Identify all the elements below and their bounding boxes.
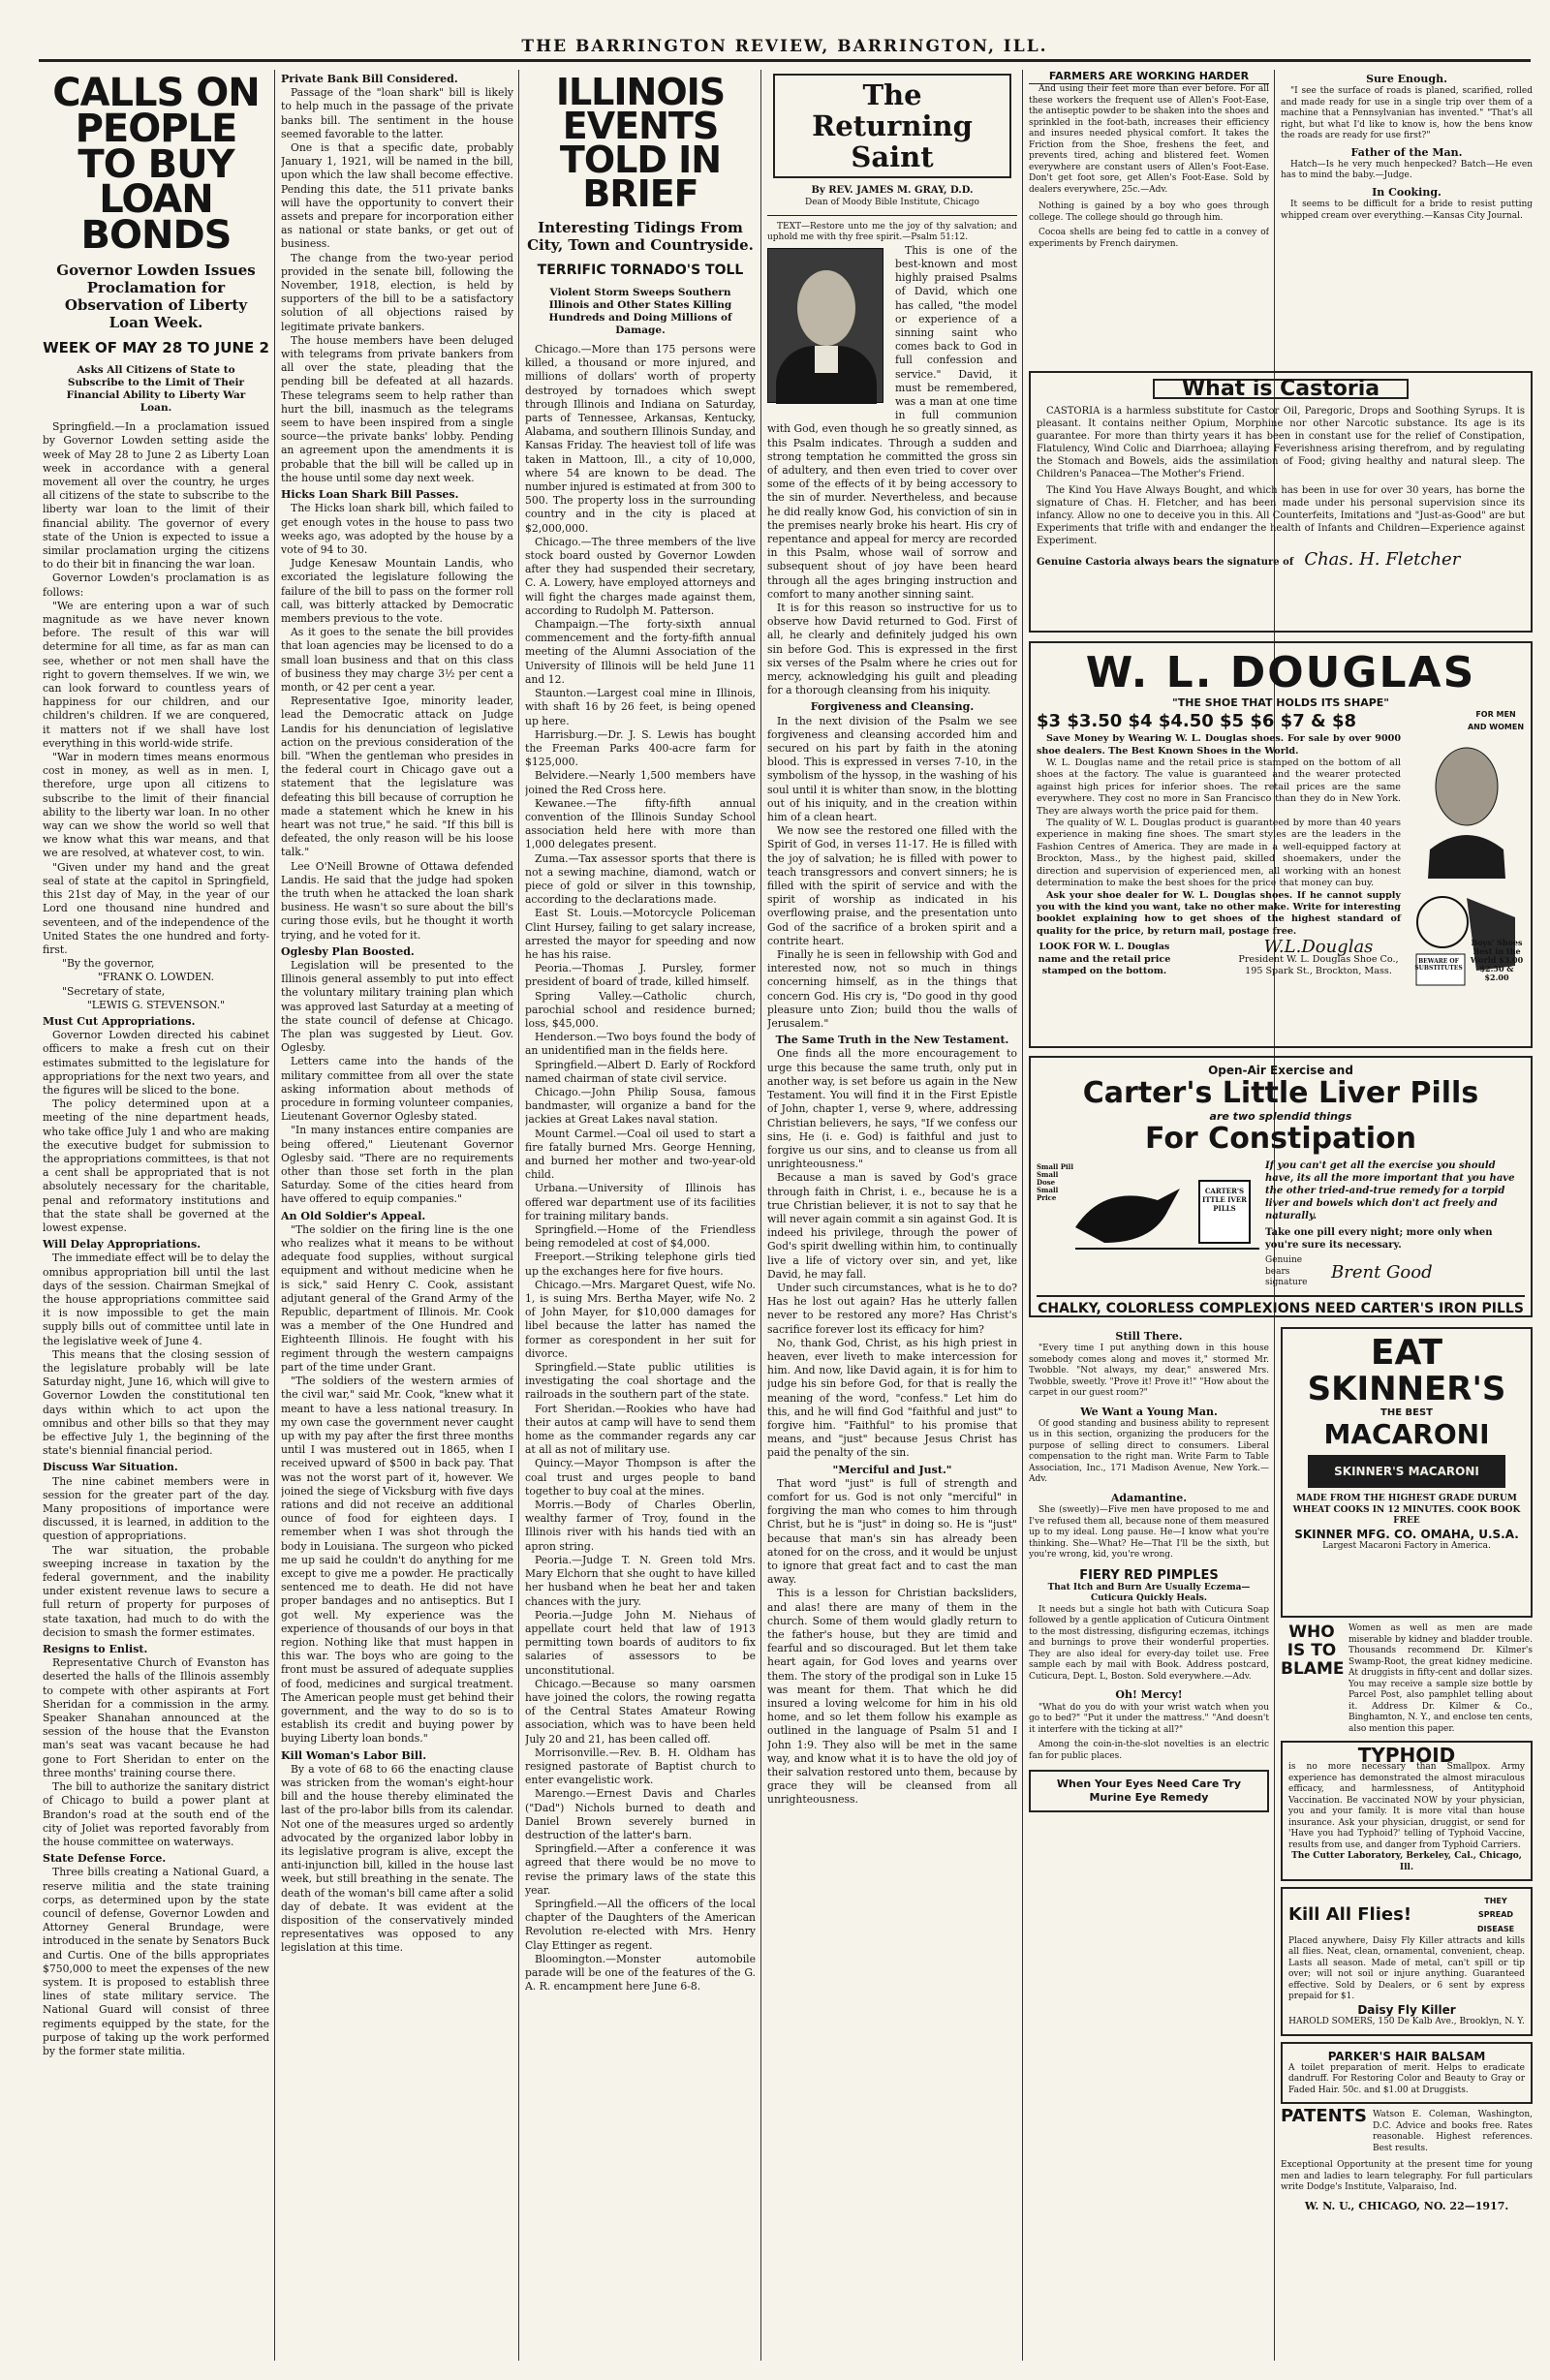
week-heading: WEEK OF MAY 28 TO JUNE 2: [43, 338, 269, 356]
parker-ad: [1281, 2042, 1533, 2105]
douglas-save: Save Money by Wearing W. L. Douglas shoes. For sale by over 9000 shoe dealers. The Best Known Shoes in the World.: [1037, 733, 1401, 757]
carters-genuine: Genuine bears signature: [1265, 1255, 1308, 1287]
signature-line: "Secretary of state,: [62, 984, 166, 998]
carters-for: For Constipation: [1145, 1122, 1416, 1156]
paragraph: "We are entering upon a war of such magnitude as we have never known before. The result of this war will determine for all time, as far as man can see, whether or not men shall have the right to govern themselves. If we win, we can look forward to countless years of happiness for our children, and our children's children. If we are conquered, it matters not if we shall have lost everything in this world-wide strife.: [43, 599, 269, 750]
column-rule: [274, 70, 275, 2361]
event-item: Zuma.—Tax assessor sports that there is not a sewing machine, diamond, watch or piece of gold or silver in this township, according to the declarations made.: [525, 851, 756, 907]
paragraph: The war situation, the probable sweeping increase in taxation by the federal government, and the inability under existent revenue laws to secure a full return of property for purposes of state taxation, had much to do with the decision to smash the former estimates.: [43, 1543, 269, 1639]
subheading: The Same Truth in the New Testament.: [775, 1034, 1009, 1047]
filler: She (sweetly)—Five men have proposed to me and I've refused them all, because none of them measured up to my ideal. Long pause. He—I know what you're thinking. She—What? He—That I'll be the sixth, but you're wrong, kid, you're wrong.: [1029, 1505, 1269, 1561]
signature-line: "FRANK O. LOWDEN.: [97, 971, 215, 984]
paragraph: That word "just" is full of strength and comfort for us. God is not only "merciful" in forgiving the man who comes to him through Christ, but he is "just" in doing so. He is "just" because that man's sin has already been atoned for on the cross, and it would be unjust to ignore that great fact and to cast the man away.: [767, 1476, 1017, 1587]
parker-head: PARKER'S HAIR BALSAM: [1327, 2049, 1486, 2063]
column-rule: [1022, 70, 1023, 2361]
column-4-sermon: [767, 70, 1017, 2361]
event-item: Quincy.—Mayor Thompson is after the coal trust and urges people to band together to buy coal at the mines.: [525, 1457, 756, 1498]
event-item: Chicago.—Because so many oarsmen have joined the colors, the rowing regatta of the Central States Amateur Rowing association, which was to have been held July 20 and 21, has been called off.: [525, 1677, 756, 1746]
events-list: [525, 343, 756, 1994]
portrait-face: [797, 270, 855, 346]
castoria-ad: [1029, 371, 1533, 633]
event-item: Freeport.—Striking telephone girls tied up the exchanges here for five hours.: [525, 1251, 756, 1278]
portrait-icon: [767, 248, 884, 403]
carters-box: CARTER'S ITTLE IVER PILLS: [1202, 1187, 1247, 1213]
douglas-footer: [1037, 937, 1401, 977]
filler: Among the coin-in-the-slot novelties is an electric fan for public places.: [1029, 1740, 1269, 1761]
douglas-tagline: "THE SHOE THAT HOLDS ITS SHAPE": [1171, 696, 1390, 709]
event-item: Springfield.—All the officers of the local chapter of the Daughters of the American Revolution re-elected with Mrs. Henry Clay Ettinger as regent.: [525, 1897, 756, 1952]
blame-text: Women as well as men are made miserable by kidney and bladder trouble. Thousands recommend Dr. Kilmer's Swamp-Root, the great kidney medicine. At druggists in fifty-cent and dollar sizes. You may receive a sample size bottle by Parcel Post, also pamphlet telling about it. Address Dr. Kilmer & Co., Binghamton, N. Y., and enclose ten cents, also mention this paper.: [1348, 1623, 1533, 1734]
typhoid-text: is no more necessary than Smallpox. Army experience has demonstrated the almost miraculous efficacy, and harmlessness, of Antityphoid Vaccination. Be vaccinated NOW by your physician, you and your family. It is more vital than house insurance. Ask your physician, druggist, or send for 'Have you had Typhoid?' telling of Typhoid Vaccine, results from use, and danger from Typhoid Carriers.: [1288, 1762, 1525, 1850]
sermon-body-wrap: [767, 244, 1017, 602]
column-6-upper: [1281, 70, 1533, 365]
paragraph: This means that the closing session of the legislature probably will be late Saturday night, June 16, which will give to Governor Lowden the constitutional ten days within which to act upon the omnibus and other bills so that they may be effective July 1, the beginning of the state's biennial financial period.: [43, 1347, 269, 1458]
deck: Asks All Citizens of State to Subscribe to the Limit of Their Financial Ability to Liberty War Loan.: [66, 364, 246, 415]
column-rule: [760, 70, 761, 2361]
event-item: Springfield.—Albert D. Early of Rockford named chairman of state civil service.: [525, 1058, 756, 1085]
event-item: Peoria.—Thomas J. Pursley, former president of board of trade, killed himself.: [525, 962, 756, 989]
daisy-head: Kill All Flies!: [1288, 1904, 1412, 1926]
column-2-legislature: [281, 70, 513, 2361]
carters-text: If you can't get all the exercise you should have, its all the more important that you have the other tried-and-true remedy for a torpid liver and bowels which don't act freely and naturally.: [1265, 1160, 1515, 1221]
paragraph: Governor Lowden directed his cabinet officers to make a fresh cut on their estimates submitted to the legislature for appropriations for the next two years, and the figures will be sliced to the bone.: [43, 1029, 269, 1097]
portrait-of-gray: [767, 248, 887, 409]
murine-ad: When Your Eyes Need Care Try Murine Eye Remedy: [1029, 1770, 1269, 1812]
paragraph: The Hicks loan shark bill, which failed to get enough votes in the house to pass two weeks ago, was adopted by the house by a vote of 94 to 30.: [281, 502, 513, 556]
douglas-price-row: [1037, 709, 1525, 733]
filler: Of good standing and business ability to represent us in this section, organizing the producers for the purpose of selling direct to consumers. Liberal compensation to the right man. Write Farm to Table Association, Inc., 171 Madison Avenue, New York.—Adv.: [1029, 1418, 1269, 1485]
paragraph: "Given under my hand and the great seal of state at the capitol in Springfield, this 21st day of May, in the year of our Lord one thousand nine hundred and seventeen, and of the independence of the United States the one hundred and forty-first.: [43, 860, 269, 956]
paragraph: As it goes to the senate the bill provides that loan agencies may be licensed to do a small loan business and that on this class of business they may charge 3½ per cent a month, or 42 per cent a year.: [281, 626, 513, 694]
column-rule: [518, 70, 519, 2361]
paragraph: The policy determined upon at a meeting of the nine department heads, who take office July 1 and who are making the executive budget for submission to the appropriations committees, is that not a cent shall be appropriated that is not absolutely necessary for the charitable, penal and reformatory institutions and that the state shall be governed at the lowest expense.: [43, 1097, 269, 1234]
paragraph: By a vote of 68 to 66 the enacting clause was stricken from the woman's eight-hour bill and the house thereby eliminated the last of the pro-labor bills from its calendar. Not one of the measures urged so ardently advocated by the organized labor lobby in its legislative program is alive, except the anti-injunction bill, killed in the house last week, but still breathing in the senate. The death of the woman's bill came after a solid day of debate. It was evident at the disposition of the conservatively minded representatives was opposed to any legislation at this time.: [281, 1762, 513, 1955]
subheading: Sure Enough.: [1366, 73, 1447, 85]
event-item: Morrisonville.—Rev. B. H. Oldham has resigned pastorate of Baptist church to enter evangelistic work.: [525, 1746, 756, 1787]
douglas-body: [1037, 733, 1525, 999]
event-item: Kewanee.—The fifty-fifth annual convention of the Illinois Sunday School association held here with more than 1,000 delegates present.: [525, 796, 756, 851]
daisy-somers: HAROLD SOMERS, 150 De Kalb Ave., Brooklyn, N. Y.: [1288, 2017, 1525, 2027]
masthead: THE BARRINGTON REVIEW, BARRINGTON, ILL.: [39, 37, 1531, 62]
patents-text: Watson E. Coleman, Washington, D.C. Advice and books free. Rates reasonable. Highest references. Best results.: [1372, 2110, 1533, 2153]
douglas-text-2: The quality of W. L. Douglas product is guaranteed by more than 40 years experience in making fine shoes. The smart styles are the leaders in the Fashion Centres of America. They are made in a well-equipped factory at Brockton, Mass., by the highest paid, skilled shoemakers, under the direction and supervision of experienced men, all working with an honest determination to make the best shoes for the price that money can buy.: [1037, 818, 1401, 889]
cuticura-text: It needs but a single hot bath with Cuticura Soap followed by a gentle application of Cuticura Ointment to the most distressing, disfiguring eczemas, itchings and burnings to prove their wonderful properties. They are also ideal for every-day toilet use. Free sample each by mail with Book. Address postcard, Cuticura, Dept. L, Boston. Sold everywhere.—Adv.: [1029, 1604, 1269, 1682]
event-item: Peoria.—Judge T. N. Green told Mrs. Mary Elchorn that she ought to have killed her husband when he beat her and taken chances with the jury.: [525, 1553, 756, 1608]
paragraph: This is one of the best-known and most highly praised Psalms of David, which one has called, "the model or experience of a sinning saint who comes back to God in full confession and service." David, it must be remembered, was a man at one time in full communion with God, even though he so greatly sinned, as this Psalm indicates. Through a sudden and strong temptation he committed the gross sin of adultery, and then even tried to cover over some of the effects of it by being accessory to the sin of murder. Nevertheless, and because he did really know God, his conviction of sin in the premises nearly broke his heart. His cry of repentance and appeal for mercy are recorded in this Psalm, whose wail of sorrow and subsequent shout of joy have been heard through all the ages bringing instruction and comfort to many another sinning saint.: [767, 243, 1017, 601]
paragraph: One finds all the more encouragement to urge this because the same truth, only put in another way, is set before us again in the New Testament. You will find it in the First Epistle of John, chapter 1, verse 9, where, addressing Christian believers, he says, "If we confess our sins, He (i. e. God) is faithful and just to forgive us our sins, and to cleanse us from all unrighteousness.": [767, 1047, 1017, 1171]
subheading: Resigns to Enlist.: [43, 1643, 148, 1656]
paragraph: Representative Church of Evanston has deserted the halls of the Illinois assembly to compete with other aspirants at Fort Sheridan for a commission in the army. Speaker Shanahan announced at the session of the house that the Evanston man's seat was vacant because he had gone to Fort Sheridan to enter on the three months' training course there.: [43, 1656, 269, 1779]
event-item: Henderson.—Two boys found the body of an unidentified man in the fields here.: [525, 1031, 756, 1058]
carters-signature-row: [1265, 1255, 1525, 1289]
carters-body: [1037, 1159, 1525, 1289]
event-item: Springfield.—Home of the Friendless being remodeled at cost of $4,000.: [525, 1223, 756, 1251]
skinner-made: MADE FROM THE HIGHEST GRADE DURUM WHEAT COOKS IN 12 MINUTES. COOK BOOK FREE: [1292, 1494, 1521, 1527]
subheading: Discuss War Situation.: [43, 1461, 178, 1474]
paragraph: No, thank God, Christ, as his high priest in heaven, ever liveth to make intercession for him. And now, like David again, it is for him to judge his sin before God, for that is really the meaning of the word, "confess." Let him do this, and he will find God "faithful and just" to forgive him. "Faithful" to his promise that means, and "just" because Jesus Christ has paid the penalty of the sin.: [767, 1336, 1017, 1460]
event-item: Morris.—Body of Charles Oberlin, wealthy farmer of Troy, found in the Illinois river with his hands tied with an apron string.: [525, 1499, 756, 1553]
douglas-president: President W. L. Douglas Shoe Co., 195 Spark St., Brockton, Mass.: [1238, 953, 1399, 976]
column-5-lower: [1029, 1327, 1269, 2360]
carters-take: Take one pill every night; more only when you're sure its necessary.: [1265, 1227, 1493, 1251]
paragraph: Passage of the "loan shark" bill is likely to help much in the passage of the private banks bill. The sentiment in the house seemed favorable to the latter.: [281, 86, 513, 140]
subheading: Hicks Loan Shark Bill Passes.: [281, 488, 459, 502]
paragraph: "The soldier on the firing line is the one who realizes what it means to be without adequate food supplies, without surgical equipment and without medicine when he is sick," said Henry C. Cook, assistant adjutant general of the Grand Army of the Republic, department of Illinois. Mr. Cook was a member of the One Hundred and Eighteenth Illinois. He fought with his regiment through the western campaigns part of the time under Grant.: [281, 1222, 513, 1374]
subheading: Forgiveness and Cleansing.: [810, 700, 975, 714]
paragraph: This is a lesson for Christian backsliders, and alas! there are many of them in the church. Some of them would gladly return to the father's house, but they are timid and fearful and so discouraged. But let them take heart again, for God loves and yearns over them. The story of the prodigal son in Luke 15 was meant for them. That which he did insured a loving welcome for him in his old home, and so let them follow his example as outlined in the language of Psalm 51 and I John 1:9. They also will be met in the same way, and know what it is to have the old joy of their salvation restored unto them, because by grace they will be cleansed from all unrighteousness.: [767, 1587, 1017, 1807]
signature-line: "By the governor,: [62, 957, 155, 971]
cuticura-subhead: That Itch and Burn Are Usually Eczema—Cuticura Quickly Heals.: [1047, 1582, 1251, 1604]
subheading: Will Delay Appropriations.: [43, 1238, 202, 1252]
paragraph: In the next division of the Psalm we see forgiveness and cleansing accorded him and secured on his part by faith in the atoning blood. This is expressed in verses 7-10, in the symbolism of the hyssop, in the washing of his soul until it is whiter than snow, in the blotting out of his iniquity, and in the creation within him of a clean heart.: [767, 714, 1017, 824]
paragraph: "The soldiers of the western armies of the civil war," said Mr. Cook, "knew what it meant to have a less national treasury. In my own case the government never caught up with my pay after the first three months until I was mustered out in 1865, when I received upward of $500 in back pay. That was not the worst part of it, however. We joined the siege of Vicksburg with five days rations and did not receive an additional ounce of food for eighteen days. I remember when I was shot through the body in Louisiana. The surgeon who picked me up said he couldn't do anything for me except to give me a powder. He practically sentenced me to death. He did not have proper bandages and no antiseptics. But I got well. My experience was the experience of thousands of our boys in that region. Nothing like that must happen in this war. The boys who are going to the front must be assured of adequate supplies of food, medicines and surgical treatment. The American people must get behind their government, and the way to do so is to establish its credit and buying power by buying Liberty loan bonds.": [281, 1375, 513, 1746]
headline-liberty-loan: CALLS ON PEOPLE TO BUY LOAN BONDS: [52, 71, 260, 259]
sermon-text: TEXT—Restore unto me the joy of thy salvation; and uphold me with thy free spirit.—Psalm 51:12.: [767, 221, 1017, 243]
subheading: State Defense Force.: [43, 1852, 167, 1866]
tornado-heading: TERRIFIC TORNADO'S TOLL: [537, 262, 744, 278]
carters-are: are two splendid things: [1209, 1110, 1352, 1123]
douglas-text-3: Ask your shoe dealer for W. L. Douglas shoes. If he cannot supply you with the kind you want, take no other make. Write for interesting booklet explaining how to get shoes of the highest standard of quality for the price, by return mail, postage free.: [1037, 889, 1401, 937]
deck: Violent Storm Sweeps Southern Illinois and Other States Killing Hundreds and Doing Millions of Damage.: [548, 287, 732, 337]
column-3-illinois-events: [525, 70, 756, 2361]
event-item: Springfield.—State public utilities is investigating the coal shortage and the railroads in the southern part of the state.: [525, 1361, 756, 1402]
douglas-name: W. L. DOUGLAS: [1085, 648, 1476, 697]
carters-text-col: [1265, 1159, 1525, 1289]
paragraph: One is that a specific date, probably January 1, 1921, will be named in the bill, upon which the law shall become effective. Pending this date, the 511 private banks will have the opportunity to convert their assets and prepare for incorporation either as national or state banks, or get out of business.: [281, 141, 513, 251]
paragraph: Lee O'Neill Browne of Ottawa defended Landis. He said that the judge had spoken the truth when he attacked the loan shark business. He wasn't so sure about the bill's curing those evils, but he thought it worth trying, and he voted for it.: [281, 859, 513, 942]
headline-illinois-events: ILLINOIS EVENTS TOLD IN BRIEF: [555, 71, 726, 215]
filler: "I see the surface of roads is planed, scarified, rolled and made ready for use in a single trip over them of a machine that a Pennsylvanian has invented." "That's all right, but what I'd like to know is, how the bens know the roads are ready for use first?": [1281, 86, 1533, 141]
subhead-lowden: Governor Lowden Issues Proclamation for Observation of Liberty Loan Week.: [56, 261, 256, 331]
blame-head: WHO IS TO BLAME: [1281, 1623, 1345, 1679]
castoria-text-2: The Kind You Have Always Bought, and which has been in use for over 30 years, has borne the signature of Chas. H. Fletcher, and has been made under his personal supervision since its infancy. Allow no one to deceive you in this. All Counterfeits, Imitations and "Just-as-Good" are but Experiments that trifle with and endanger the health of Infants and Children—Experience against Experiment.: [1037, 485, 1525, 546]
douglas-signature: W.L.Douglas: [1263, 937, 1374, 958]
paragraph: The bill to authorize the sanitary district of Chicago to build a power plant at Brandon's road at the south end of the city of Joliet was reported favorably from the house committee on waterways.: [43, 1780, 269, 1848]
paragraph: Finally he is seen in fellowship with God and interested now, not so much in things concerning himself, as in the things that concern God. His cry is, "Do good in thy good pleasure unto Zion; build thou the walls of Jerusalem.": [767, 948, 1017, 1031]
event-item: Urbana.—University of Illinois has offered war department use of its facilities for training military bands.: [525, 1182, 756, 1222]
filler: It seems to be difficult for a bride to resist putting whipped cream over everything.—Kansas City Journal.: [1281, 200, 1533, 221]
skinner-eat: EAT: [1370, 1333, 1443, 1373]
portrait-collar: [815, 346, 838, 373]
paragraph: Letters came into the hands of the military committee from all over the state asking information about methods of procedure in forming volunteer companies, Lieutenant Governor Oglesby stated.: [281, 1055, 513, 1124]
sermon-byline: By REV. JAMES M. GRAY, D.D.: [811, 185, 974, 196]
event-item: Chicago.—Mrs. Margaret Quest, wife No. 1, is suing Mrs. Bertha Mayer, wife No. 2 of John Mayer, for $10,000 damages for libel because the latter has named the former as corespondent in her suit for divorce.: [525, 1278, 756, 1360]
douglas-art: [1409, 733, 1525, 999]
filler: Nothing is gained by a boy who goes through college. The college should go through him.: [1029, 201, 1269, 223]
subheading: Oglesby Plan Boosted.: [281, 944, 415, 958]
subheading: "Merciful and Just.": [832, 1463, 952, 1476]
event-item: Marengo.—Ernest Davis and Charles ("Dad") Nichols burned to death and Daniel Brown severely burned in destruction of the latter's barn.: [525, 1787, 756, 1841]
paragraph: Judge Kenesaw Mountain Landis, who excoriated the legislature following the failure of the bill to pass on the former roll call, was bitterly attacked by Democratic members previous to the vote.: [281, 557, 513, 625]
subheading: An Old Soldier's Appeal.: [281, 1209, 426, 1222]
castoria-title: What is Castoria: [1153, 379, 1409, 399]
subhead-tidings: Interesting Tidings From City, Town and Countryside.: [527, 218, 754, 254]
carters-title: Carter's Little Liver Pills: [1082, 1076, 1479, 1110]
cuticura-heading: FIERY RED PIMPLES: [1079, 1567, 1219, 1583]
douglas-boys: Boys' Shoes Best in the World $3.00 $2.50 & $2.00: [1470, 938, 1524, 983]
daisy-head-row: [1288, 1895, 1525, 1936]
patents-head: PATENTS: [1281, 2106, 1367, 2127]
event-item: Springfield.—After a conference it was agreed that there would be no move to revise the primary laws of the state this year.: [525, 1842, 756, 1897]
event-item: Chicago.—More than 175 persons were killed, a thousand or more injured, and millions of dollars' worth of property destroyed by tornadoes which swept through Illinois and Indiana on Saturday, parts of Tennessee, Arkansas, Kentucky, Alabama, and southern Illinois Sunday, and Kansas Friday. The heaviest toll of life was taken in Mattoon, Ill., a city of 10,000, where 54 are known to be dead. The number injured is estimated at from 300 to 500. The property loss in the surrounding country and in the city is placed at $2,000,000.: [525, 343, 756, 535]
castoria-sigline-label: Genuine Castoria always bears the signature of: [1037, 557, 1294, 568]
douglas-text-column: [1037, 733, 1401, 999]
filler: Cocoa shells are being fed to cattle in a convey of experiments by French dairymen.: [1029, 228, 1269, 249]
event-item: Bloomington.—Monster automobile parade will be one of the features of the G. A. R. encampment here June 6-8.: [525, 1952, 756, 1994]
blame-ad: [1281, 1623, 1533, 1735]
subheading: We Want a Young Man.: [1080, 1405, 1218, 1418]
douglas-text: W. L. Douglas name and the retail price is stamped on the bottom of all shoes at the factory. The value is guaranteed and the wearer protected against high prices for inferior shoes. The retail prices are the same everywhere. They cost no more in San Francisco than they do in New York. They are always worth the price paid for them.: [1037, 757, 1401, 817]
paragraph: It is for this reason so instructive for us to observe how David returned to God. First of all, he clearly and definitely judged his own sin before God. This is expressed in the first six verses of the Psalm where he cries out for mercy, acknowledging his guilt and pleading for a thorough cleansing from his iniquity.: [767, 601, 1017, 697]
skinner-best: THE BEST: [1380, 1407, 1433, 1418]
castoria-text: CASTORIA is a harmless substitute for Castor Oil, Paregoric, Drops and Soothing Syrups. It is pleasant. It contains neither Opium, Morphine nor other Narcotic substance. Its age is its guarantee. For more than thirty years it has been in constant use for the relief of Constipation, Flatulency, Wind Colic and Diarrhoea; allaying Feverishness arising therefrom, and by regulating the Stomach and Bowels, aids the assimilation of Food; giving healthy and natural sleep. The Children's Panacea—The Mother's Friend.: [1037, 406, 1525, 479]
douglas-formen: FOR MEN AND WOMEN: [1467, 710, 1525, 731]
skinner-company: SKINNER MFG. CO. OMAHA, U.S.A.: [1294, 1527, 1519, 1541]
daisy-text: Placed anywhere, Daisy Fly Killer attracts and kills all flies. Neat, clean, ornamental, convenient, cheap. Lasts all season. Made of metal, can't spill or tip over; will not soil or injure anything. Guaranteed effective. Sold by Dealers, or 6 sent by express prepaid for $1.: [1288, 1935, 1525, 2002]
carters-pill: Small Pill Small Dose Small Price: [1037, 1162, 1073, 1202]
typhoid-head: TYPHOID: [1357, 1744, 1456, 1767]
event-item: Champaign.—The forty-sixth annual commencement and the forty-fifth annual meeting of the Alumni Association of the University of Illinois will be held June 11 and 12.: [525, 618, 756, 686]
carters-footer: CHALKY, COLORLESS COMPLEXIONS NEED CARTER'S IRON PILLS: [1037, 1295, 1525, 1316]
paragraph: The house members have been deluged with telegrams from private bankers from all over the state, pleading that the pending bill be defeated at all hazards. These telegrams seem to help rather than hurt the bill, inasmuch as the telegrams seem to have been inspired from a single source—the private banks' lobby. Pending an agreement upon the amendments it is probable that the bill will be called up in the house until some day next week.: [281, 333, 513, 484]
typhoid-lab: The Cutter Laboratory, Berkeley, Cal., Chicago, Ill.: [1291, 1851, 1522, 1872]
column-6-ads: [1281, 1327, 1533, 2360]
signature-line: "LEWIS G. STEVENSON.": [86, 998, 226, 1011]
carters-kicker: Open-Air Exercise and: [1208, 1064, 1353, 1077]
column-1-liberty-loan: [43, 70, 269, 2361]
event-item: Peoria.—Judge John M. Niehaus of appellate court held that law of 1913 permitting town boards of auditors to fix salaries of assessors to be unconstitutional.: [525, 1608, 756, 1677]
divider: [767, 215, 1017, 216]
event-item: Staunton.—Largest coal mine in Illinois, with shaft 16 by 26 feet, is being opened up here.: [525, 687, 756, 727]
sermon-byline-affiliation: Dean of Moody Bible Institute, Chicago: [805, 198, 979, 208]
sermon-title: The Returning Saint: [773, 74, 1011, 178]
castoria-sigline: [1037, 549, 1525, 570]
event-item: East St. Louis.—Motorcycle Policeman Clint Hursey, failing to get salary increase, arrested the mayor for speeding and now he has his raise.: [525, 907, 756, 961]
carters-art: [1037, 1159, 1259, 1266]
douglas-prices: $3 $3.50 $4 $4.50 $5 $6 $7 & $8: [1037, 710, 1356, 731]
paragraph: "War in modern times means enormous cost in money, as well as in men. I, therefore, urge upon all citizens to subscribe to the limit of their financial ability to the liberty war loan. In no other way can we show the world so well that we know what this war means, and that we are resolved, at whatever cost, to win.: [43, 751, 269, 860]
paragraph: The immediate effect will be to delay the omnibus appropriation bill until the last days of the session. Chairman Smejkal of the house appropriations committee said it is now impossible to get the main supply bills out of committee until late in the legislative week of June 4.: [43, 1252, 269, 1347]
paragraph: Governor Lowden's proclamation is as follows:: [43, 572, 269, 599]
douglas-look: LOOK FOR W. L. Douglas name and the retail price stamped on the bottom.: [1038, 942, 1171, 976]
subheading: Oh! Mercy!: [1115, 1688, 1183, 1702]
farmers-ad-heading: FARMERS ARE WORKING HARDER: [1029, 70, 1269, 84]
subheading: In Cooking.: [1372, 185, 1442, 199]
paragraph: Legislation will be presented to the Illinois general assembly to put into effect the voluntary military training plan which was approved last Saturday at a meeting of the state council of defense at Chicago. The plan was suggested by Lieut. Gov. Oglesby.: [281, 959, 513, 1055]
paragraph: We now see the restored one filled with the Spirit of God, in verses 11-17. He is filled with the joy of salvation; he is filled with power to teach transgressors and convert sinners; he is filled with the spirit of service and with the spirit of worship as indicated in his overflowing praise, and the presentation unto God of the sacrifice of a broken spirit and a contrite heart.: [767, 824, 1017, 947]
skinner-name: SKINNER'S: [1307, 1370, 1506, 1408]
paragraph: Representative Igoe, minority leader, lead the Democratic attack on Judge Landis for his denunciation of legislative action on the previous consideration of the bill. "When the gentleman who presides in the federal court in Chicago gave out a statement that the legislature was defeating this bill because of corruption he made a statement which he knew in his heart was not true," he said. "If this bill is defeated, the only reason will be his loose talk.": [281, 695, 513, 859]
event-item: Chicago.—The three members of the live stock board ousted by Governor Lowden after they had suspended their secretary, C. A. Lowery, have employed attorneys and will fight the charges made against them, according to Rudolph M. Patterson.: [525, 535, 756, 617]
paragraph: The change from the two-year period provided in the senate bill, following the November, 1918, election, is held by supporters of the bill to be a satisfactory solution of all objections raised by legitimate private bankers.: [281, 251, 513, 333]
paragraph: Springfield.—In a proclamation issued by Governor Lowden setting aside the week of May 28 to June 2 as Liberty Loan week in accordance with a general movement all over the country, he urges all citizens of the state to subscribe to the liberty war loan to the limit of their financial ability. The governor of every state of the Union is expected to issue a similar proclamation urging the citizens to do their bit in financing the war loan.: [43, 420, 269, 572]
parker-text: A toilet preparation of merit. Helps to eradicate dandruff. For Restoring Color and Beauty to Gray or Faded Hair. 50c. and $1.00 at Druggists.: [1288, 2062, 1525, 2095]
skinner-macaroni-ad: [1281, 1327, 1533, 1618]
carters-signature: Brent Good: [1331, 1261, 1433, 1283]
subheading: Must Cut Appropriations.: [43, 1014, 196, 1028]
patents-ad: [1281, 2106, 1533, 2154]
typhoid-ad: [1281, 1741, 1533, 1881]
daisy-brand: Daisy Fly Killer: [1357, 2002, 1456, 2017]
skinner-macaroni: MACARONI: [1323, 1418, 1490, 1451]
paragraph: "In many instances entire companies are being offered," Lieutenant Governor Oglesby said. "There are no requirements other than those set forth in the plan Saturday. Some of the cities heard from have offered to equip companies.": [281, 1124, 513, 1206]
paragraph: Under such circumstances, what is he to do? Has he lost out again? Has he utterly fallen never to be restored any more? Has Christ's sacrifice forever lost its efficacy for him?: [767, 1281, 1017, 1336]
event-item: Belvidere.—Nearly 1,500 members have joined the Red Cross here.: [525, 769, 756, 796]
opportunity-ad: Exceptional Opportunity at the present time for young men and ladies to learn telegraphy. For full particulars write Dodge's Institute, Valparaiso, Ind.: [1281, 2160, 1533, 2193]
subheading: Kill Woman's Labor Bill.: [281, 1748, 427, 1762]
event-item: Chicago.—John Philip Sousa, famous bandmaster, will organize a band for the jackies at Great Lakes naval station.: [525, 1085, 756, 1127]
farmers-ad-text: And using their feet more than ever before. For all these workers the frequent use of Allen's Foot-Ease, the antiseptic powder to be shaken into the shoes and sprinkled in the foot-bath, increases their efficiency and insures needed physical comfort. It takes the Friction from the Shoe, freshens the feet, and prevents tired, aching and blistered feet. Women everywhere are constant users of Allen's Foot-Ease. Don't get foot sore, get Allen's Foot-Ease. Sold by dealers everywhere, 25c.—Adv.: [1029, 84, 1269, 195]
event-item: Fort Sheridan.—Rookies who have had their autos at camp will have to send them home as the commander regards any car at all as not of military use.: [525, 1402, 756, 1457]
event-item: Harrisburg.—Dr. J. S. Lewis has bought the Freeman Parks 400-acre farm for $125,000.: [525, 727, 756, 769]
subheading: Father of the Man.: [1350, 145, 1463, 159]
filler: Hatch—Is he very much henpecked? Batch—He even has to mind the baby.—Judge.: [1281, 159, 1533, 181]
wnu-footer: W. N. U., CHICAGO, NO. 22—1917.: [1304, 2199, 1509, 2212]
event-item: Spring Valley.—Catholic church, parochial school and residence burned; loss, $45,000.: [525, 989, 756, 1030]
event-item: Mount Carmel.—Coal oil used to start a fire fatally burned Mrs. George Henning, and burned her mother and two-year-old child.: [525, 1127, 756, 1182]
paragraph: The nine cabinet members were in session for the greater part of the day. Many propositions of importance were discussed, it is learned, in addition to the question of appropriations.: [43, 1474, 269, 1543]
filler: "Every time I put anything down in this house somebody comes along and moves it," stormed Mr. Twobble. "Not always, my dear," answered Mrs. Twobble, sweetly. "Prove it! Prove it!" "How about the carpet in our guest room?": [1029, 1344, 1269, 1399]
subheading: Still There.: [1115, 1330, 1183, 1343]
skinner-largest: Largest Macaroni Factory in America.: [1322, 1541, 1491, 1552]
paragraph: Three bills creating a National Guard, a reserve militia and the state training corps, as determined upon by the state council of defense, Governor Lowden and Attorney General Brundage, were introduced in the senate by Senators Buck and Curtis. One of the bills appropriates $750,000 to meet the expenses of the new system. It is proposed to establish three lines of state military service. The National Guard will consist of three regiments equipped by the state, for the purpose of taking up the work performed by the former state militia.: [43, 1866, 269, 2057]
filler: "What do you do with your wrist watch when you go to bed?" "Put it under the mattress." "And doesn't it interfere with the ticking at all?": [1029, 1702, 1269, 1735]
carters-ad: [1029, 1056, 1533, 1317]
daisy-fly-ad: [1281, 1887, 1533, 2035]
skinner-package: SKINNER'S MACARONI: [1308, 1455, 1505, 1488]
subheading: Adamantine.: [1110, 1491, 1188, 1504]
douglas-beware: BEWARE OF SUBSTITUTES: [1414, 958, 1463, 973]
daisy-spread: THEY SPREAD DISEASE: [1476, 1897, 1515, 1933]
douglas-signature-block: [1236, 937, 1401, 977]
subheading: Private Bank Bill Considered.: [281, 73, 458, 85]
fletcher-signature: Chas. H. Fletcher: [1304, 549, 1461, 570]
paragraph: Because a man is saved by God's grace through faith in Christ, i. e., because he is a true Christian believer, it is not to say that he will never again commit a sin against God. It is indeed his privilege, through the power of God's spirit dwelling within him, to continually live a life of victory over sin, and yet, like David, he may fall.: [767, 1171, 1017, 1281]
douglas-shoes-ad: [1029, 641, 1533, 1048]
